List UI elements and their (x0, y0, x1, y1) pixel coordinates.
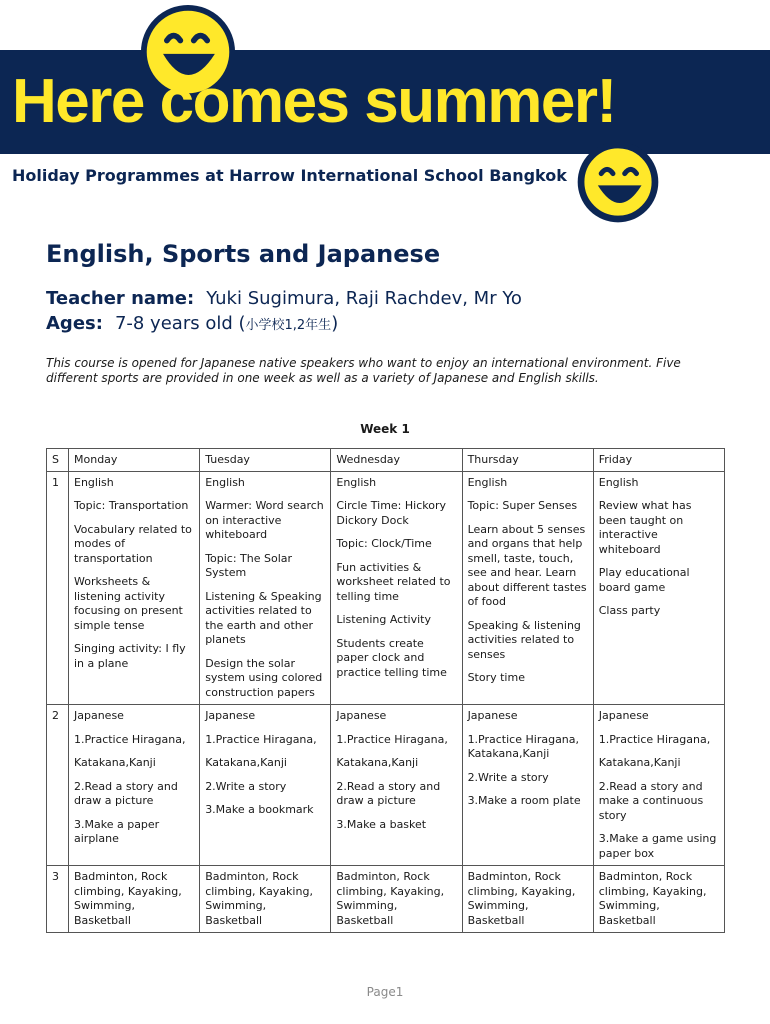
ages-label: Ages: (46, 313, 103, 334)
cell-line: English (74, 475, 114, 489)
cell-line: Listening Activity (336, 613, 431, 626)
cell-line: Warmer: Word search on interactive whiteboard (205, 499, 324, 541)
table-cell (200, 705, 331, 866)
cell-line: English (467, 475, 508, 489)
ages-close: ) (331, 313, 339, 334)
table-cell (593, 471, 724, 705)
cell-line: Katakana,Kanji (74, 756, 156, 769)
cell-line: Topic: Super Senses (467, 499, 578, 512)
cell-line: Badminton, Rock climbing, Kayaking, Swimming, Basketball (467, 870, 576, 927)
cell-line: 1.Practice Hiragana, (74, 732, 186, 746)
cell-line: Speaking & listening activities related to senses (467, 618, 581, 661)
cell-line: 2.Read a story and make a continuous story (598, 779, 704, 822)
row-number: 3 (47, 866, 69, 933)
cell-line: Badminton, Rock climbing, Kayaking, Swimming, Basketball (74, 870, 182, 927)
cell-line: Listening & Speaking activities related to the earth and other planets (205, 589, 322, 646)
cell-line: 3.Make a room plate (467, 794, 581, 807)
teacher-value: Yuki Sugimura, Raji Rachdev, Mr Yo (206, 288, 522, 309)
cell-line: Katakana,Kanji (205, 756, 287, 769)
course-title: English, Sports and Japanese (46, 240, 441, 268)
cell-line: Japanese (336, 709, 387, 722)
cell-line: Topic: Transportation (74, 499, 189, 512)
teacher-label: Teacher name: (46, 288, 195, 309)
cell-line: Badminton, Rock climbing, Kayaking, Swimming, Basketball (598, 870, 707, 927)
column-header: S (47, 449, 69, 472)
cell-line: 1.Practice Hiragana, (205, 732, 317, 746)
ages-info (46, 313, 338, 334)
cell-line: Badminton, Rock climbing, Kayaking, Swimming, Basketball (205, 870, 313, 927)
cell-line: Topic: The Solar System (205, 551, 293, 579)
cell-line: 2.Read a story and draw a picture (336, 779, 441, 807)
cell-line: Story time (467, 671, 525, 684)
page-number: Page1 (366, 985, 404, 999)
column-header: Friday (593, 449, 724, 472)
table-cell (331, 705, 462, 866)
cell-line: 3.Make a game using paper box (598, 832, 717, 860)
cell-line: Japanese (205, 709, 256, 722)
cell-line: Worksheets & listening activity focusing on present simple tense (74, 575, 183, 632)
table-row (47, 471, 725, 705)
table-cell (462, 866, 593, 933)
cell-line: Play educational board game (598, 566, 690, 594)
cell-line: 2.Read a story and draw a picture (74, 779, 178, 807)
cell-line: 1.Practice Hiragana, Katakana,Kanji (467, 732, 580, 760)
table-cell (69, 705, 200, 866)
cell-line: Students create paper clock and practice telling time (336, 636, 447, 679)
table-cell (69, 866, 200, 933)
cell-line: Katakana,Kanji (336, 756, 419, 769)
ages-value: 7-8 years old ( (114, 313, 246, 334)
cell-line: Japanese (467, 709, 518, 722)
cell-line: Katakana,Kanji (598, 756, 681, 769)
week-label: Week 1 (360, 422, 410, 436)
cell-line: 3.Make a basket (336, 817, 427, 831)
cell-line: Design the solar system using colored construction papers (205, 656, 323, 699)
table-cell (200, 866, 331, 933)
cell-line: Class party (598, 604, 661, 617)
cell-line: Review what has been taught on interactive whiteboard (598, 499, 692, 556)
banner-title: Here comes summer! (12, 67, 616, 136)
cell-line: 3.Make a paper airplane (74, 817, 160, 845)
cell-line: Fun activities & worksheet related to telling time (336, 560, 451, 603)
cell-line: Topic: Clock/Time (336, 537, 432, 550)
cell-line: 3.Make a bookmark (205, 803, 314, 816)
cell-line: Badminton, Rock climbing, Kayaking, Swimming, Basketball (336, 870, 445, 927)
table-header-row (47, 449, 725, 472)
column-header: Thursday (462, 449, 593, 472)
cell-line: English (598, 475, 639, 489)
table-cell (69, 471, 200, 705)
cell-line: Learn about 5 senses and organs that help smell, taste, touch, see and hear. Learn about different tastes of food (467, 522, 587, 608)
cell-line: English (205, 475, 245, 489)
schedule-table (46, 448, 725, 933)
table-cell (331, 866, 462, 933)
table-cell (462, 471, 593, 705)
row-number: 1 (47, 471, 69, 705)
cell-line: Singing activity: I fly in a plane (74, 642, 186, 670)
column-header: Tuesday (200, 449, 331, 472)
cell-line: Vocabulary related to modes of transportation (74, 522, 192, 565)
cell-line: Japanese (598, 709, 649, 722)
cell-line: 2.Write a story (205, 779, 287, 793)
cell-line: English (336, 475, 377, 489)
column-header: Wednesday (331, 449, 462, 472)
cell-line: Japanese (74, 709, 124, 722)
row-number: 2 (47, 705, 69, 866)
ages-japanese: 小学校1,2年生 (245, 318, 332, 333)
table-row (47, 866, 725, 933)
cell-line: 1.Practice Hiragana, (598, 732, 711, 746)
table-cell (593, 705, 724, 866)
smiley-face-icon (576, 140, 660, 224)
page-subtitle: Holiday Programmes at Harrow International School Bangkok (12, 166, 567, 185)
table-cell (462, 705, 593, 866)
cell-line: 1.Practice Hiragana, (336, 732, 448, 746)
cell-line: 2.Write a story (467, 770, 549, 784)
table-cell (331, 471, 462, 705)
table-cell (200, 471, 331, 705)
column-header: Monday (69, 449, 200, 472)
course-description: This course is opened for Japanese native speakers who want to enjoy an international environment. Five different sports are provided in one week as well as a variety of Japanese and English skills. (46, 356, 681, 385)
cell-line: Circle Time: Hickory Dickory Dock (336, 499, 446, 527)
teacher-info (46, 288, 522, 309)
table-cell (593, 866, 724, 933)
table-row (47, 705, 725, 866)
